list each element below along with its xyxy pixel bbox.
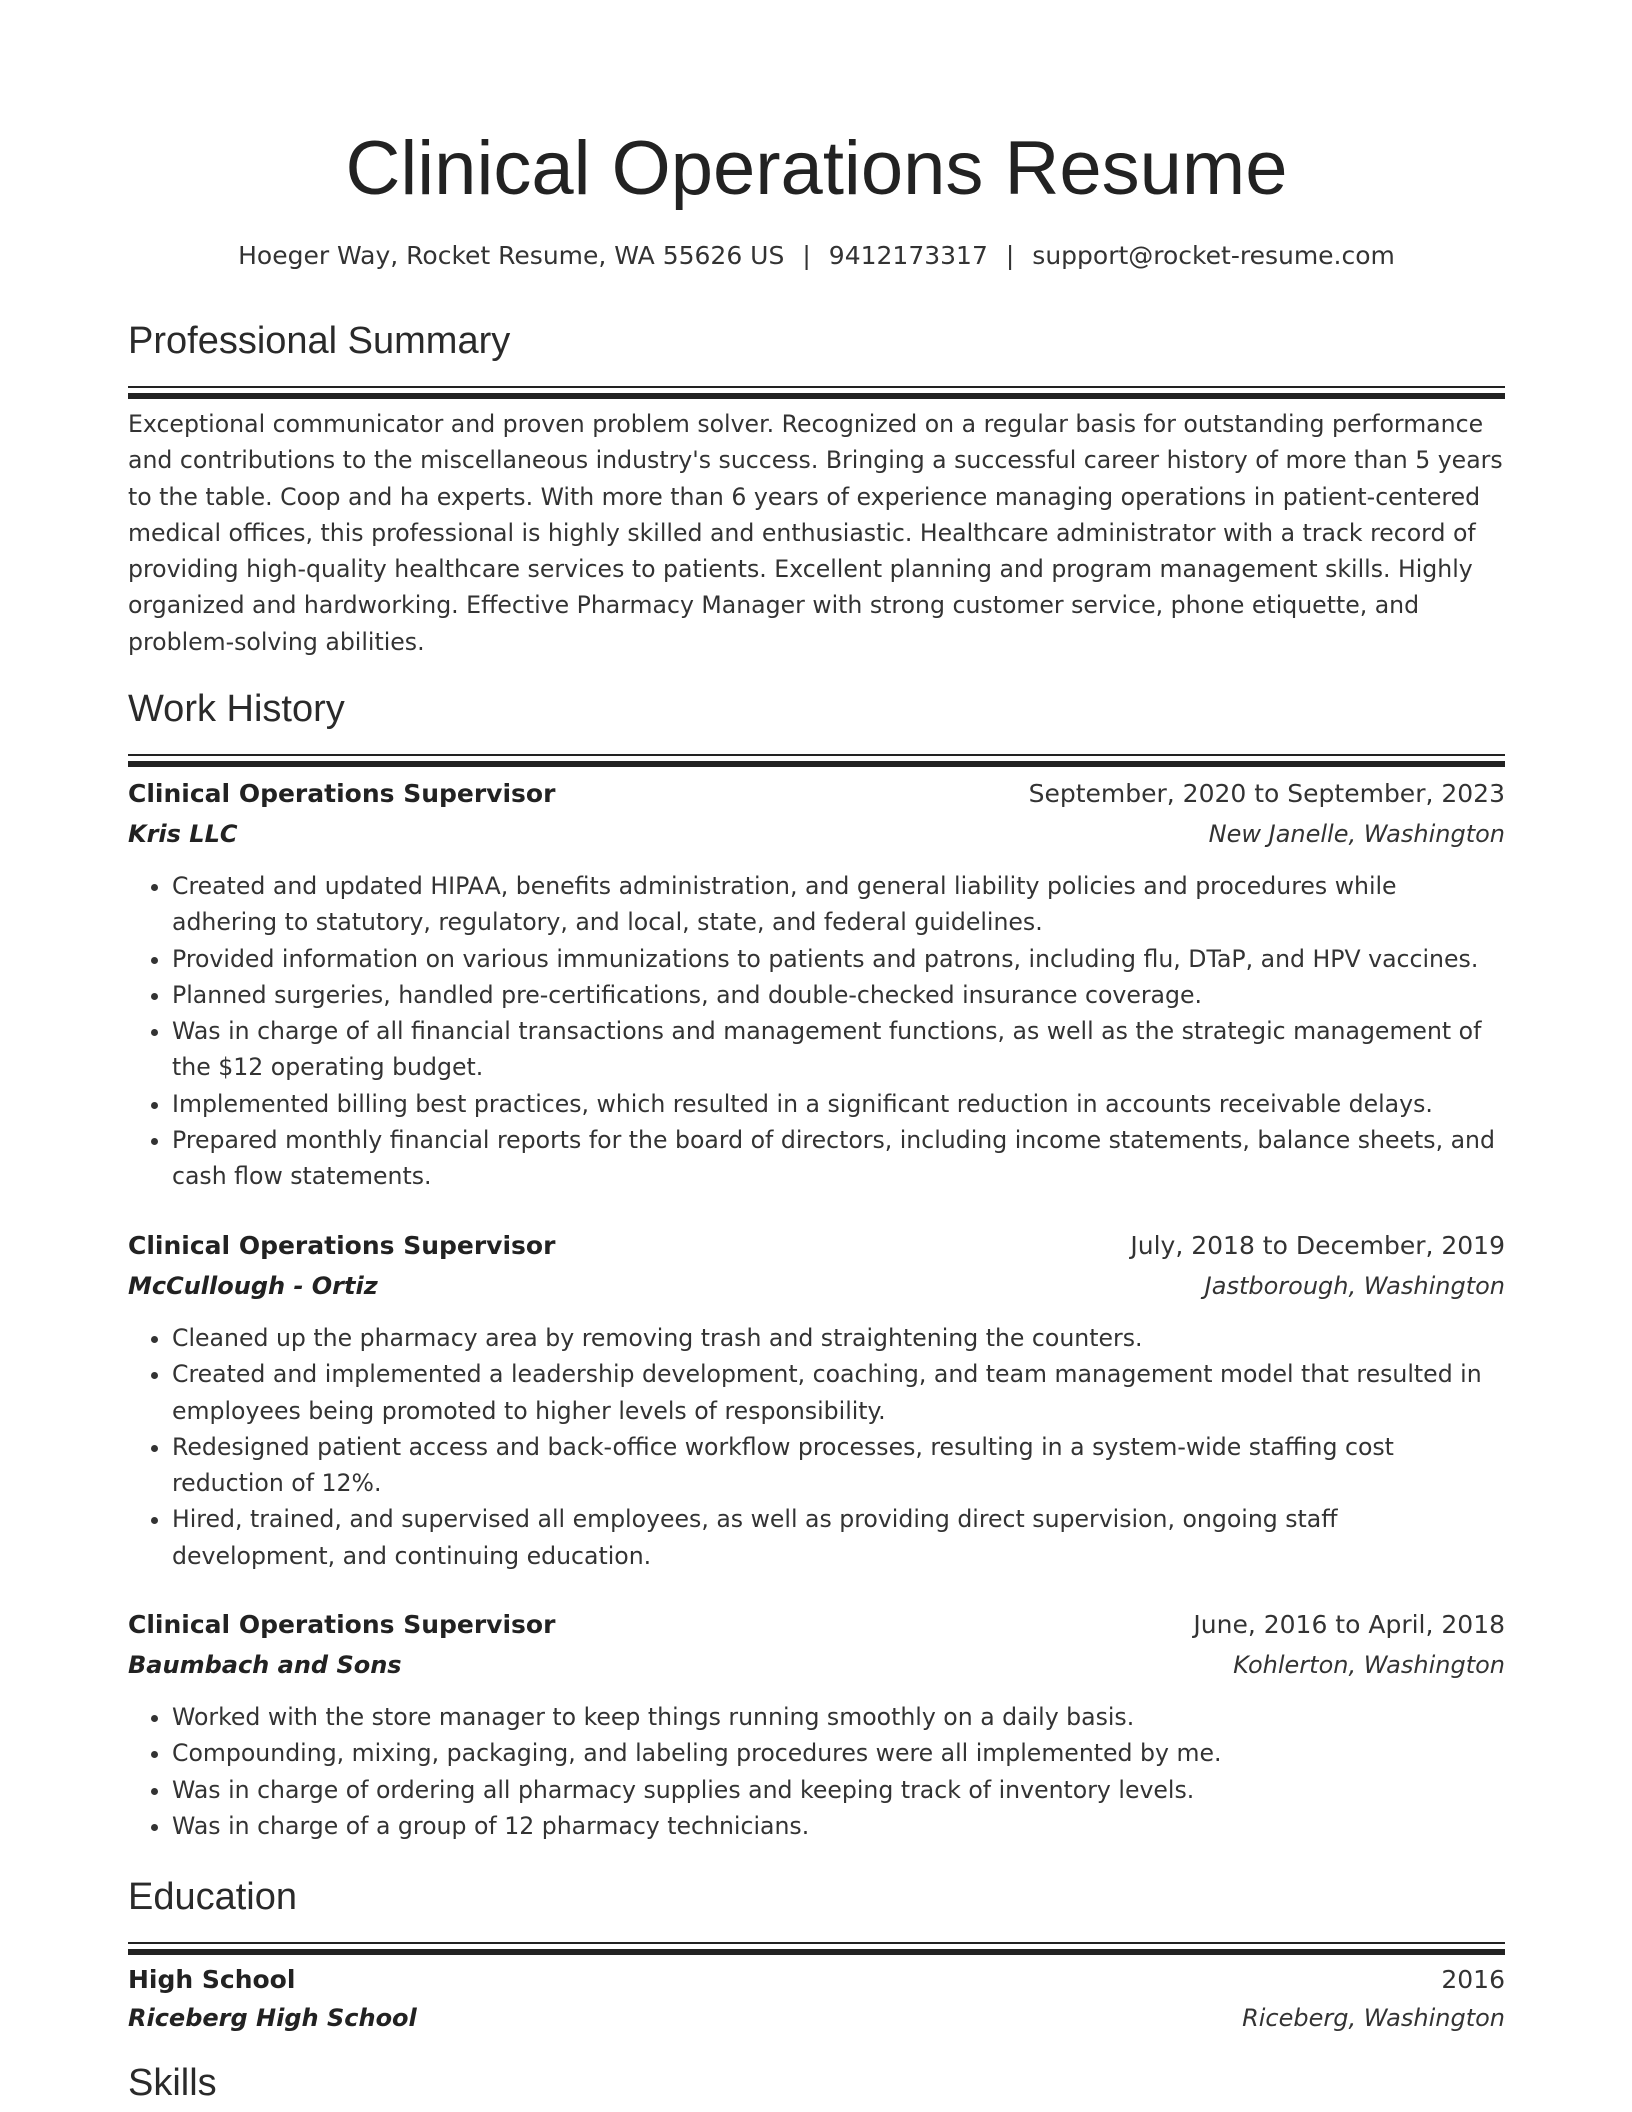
section-rule	[128, 754, 1505, 756]
education-school: Riceberg High School	[128, 2004, 417, 2032]
job-dates: September, 2020 to September, 2023	[1028, 779, 1505, 808]
job-bullet: • Was in charge of ordering all pharmacy supplies and keeping track of inventory levels.	[172, 1772, 1505, 1808]
job-location: Jastborough, Washington	[1204, 1272, 1505, 1300]
section-rule	[128, 761, 1505, 767]
job-bullet: • Created and updated HIPAA, benefits administration, and general liability policies and procedures while adhering to statutory, regulatory, and local, state, and federal guidelines.	[172, 868, 1505, 941]
contact-line	[128, 238, 1505, 274]
section-rule	[128, 1942, 1505, 1944]
job-header	[128, 1605, 1505, 1645]
job-entry	[128, 1605, 1505, 1844]
job-title: Clinical Operations Supervisor	[128, 1610, 556, 1639]
skills-section-header	[128, 2058, 1505, 2108]
education-location: Riceberg, Washington	[1242, 2004, 1505, 2032]
job-bullet: • Worked with the store manager to keep things running smoothly on a daily basis.	[172, 1699, 1505, 1735]
job-bullet: • Cleaned up the pharmacy area by removing trash and straightening the counters.	[172, 1320, 1505, 1356]
education-entry	[128, 1961, 1505, 2037]
contact-separator: |	[1005, 241, 1015, 270]
job-bullet: • Implemented billing best practices, which resulted in a significant reduction in accounts receivable delays.	[172, 1086, 1505, 1122]
work-section-header	[128, 684, 1505, 767]
job-title: Clinical Operations Supervisor	[128, 1231, 556, 1260]
job-entry	[128, 774, 1505, 1195]
job-dates: June, 2016 to April, 2018	[1193, 1610, 1505, 1639]
job-subheader	[128, 1266, 1505, 1306]
contact-address: Hoeger Way, Rocket Resume, WA 55626 US	[238, 241, 785, 270]
job-header	[128, 1226, 1505, 1266]
education-heading: Education	[128, 1876, 298, 1918]
summary-heading: Professional Summary	[128, 320, 511, 362]
contact-separator: |	[802, 241, 811, 270]
summary-text: Exceptional communicator and proven problem solver. Recognized on a regular basis for outstanding performance and contributions to the miscellaneous industry's success. Bringing a successful career history of more than 5 years to the table. Coop and ha experts. With more than 6 years of experience managing operations in patient-centered medical offices, this professional is highly skilled and enthusiastic. Healthcare administrator with a track record of providing high-quality healthcare services to patients. Excellent planning and program management skills. Highly organized and hardworking. Effective Pharmacy Manager with strong customer service, phone etiquette, and problem-solving abilities.	[128, 410, 1503, 656]
job-bullet: • Compounding, mixing, packaging, and labeling procedures were all implemented by me.	[172, 1735, 1505, 1771]
skills-heading: Skills	[128, 2062, 217, 2104]
job-bullet: • Created and implemented a leadership development, coaching, and team management model that resulted in employees being promoted to higher levels of responsibility.	[172, 1356, 1505, 1429]
contact-phone: 9412173317	[828, 241, 988, 270]
job-bullet: • Hired, trained, and supervised all employees, as well as providing direct supervision, ongoing staff development, and continuing education.	[172, 1501, 1505, 1574]
section-rule	[128, 386, 1505, 388]
resume-title: Clinical Operations Resume	[345, 126, 1288, 211]
job-subheader	[128, 814, 1505, 854]
job-bullets	[128, 1699, 1505, 1844]
job-bullets	[128, 868, 1505, 1195]
education-degree: High School	[128, 1965, 296, 1994]
job-subheader	[128, 1645, 1505, 1685]
job-bullets	[128, 1320, 1505, 1574]
job-company: Baumbach and Sons	[128, 1651, 402, 1679]
section-rule	[128, 393, 1505, 399]
education-year: 2016	[1441, 1965, 1505, 1994]
job-bullet: • Was in charge of all financial transactions and management functions, as well as the strategic management of the $12 operating budget.	[172, 1013, 1505, 1086]
section-rule	[128, 1949, 1505, 1955]
education-section-header	[128, 1872, 1505, 1955]
job-bullet: • Was in charge of a group of 12 pharmacy technicians.	[172, 1808, 1505, 1844]
education-header	[128, 1961, 1505, 1999]
job-bullet: • Prepared monthly financial reports for the board of directors, including income statements, balance sheets, and cash flow statements.	[172, 1122, 1505, 1195]
job-company: McCullough - Ortiz	[128, 1272, 378, 1300]
job-entry	[128, 1226, 1505, 1574]
summary-section-header	[128, 316, 1505, 399]
job-company: Kris LLC	[128, 820, 238, 848]
job-header	[128, 774, 1505, 814]
job-location: Kohlerton, Washington	[1233, 1651, 1505, 1679]
education-subheader	[128, 1999, 1505, 2037]
work-heading: Work History	[128, 688, 345, 730]
job-bullet: • Planned surgeries, handled pre-certifications, and double-checked insurance coverage.	[172, 977, 1505, 1013]
job-location: New Janelle, Washington	[1208, 820, 1505, 848]
job-title: Clinical Operations Supervisor	[128, 779, 556, 808]
job-bullet: • Redesigned patient access and back-office workflow processes, resulting in a system-wide staffing cost reduction of 12%.	[172, 1429, 1505, 1502]
job-dates: July, 2018 to December, 2019	[1130, 1231, 1505, 1260]
contact-email: support@rocket-resume.com	[1032, 241, 1395, 270]
job-bullet: • Provided information on various immunizations to patients and patrons, including flu, DTaP, and HPV vaccines.	[172, 941, 1505, 977]
